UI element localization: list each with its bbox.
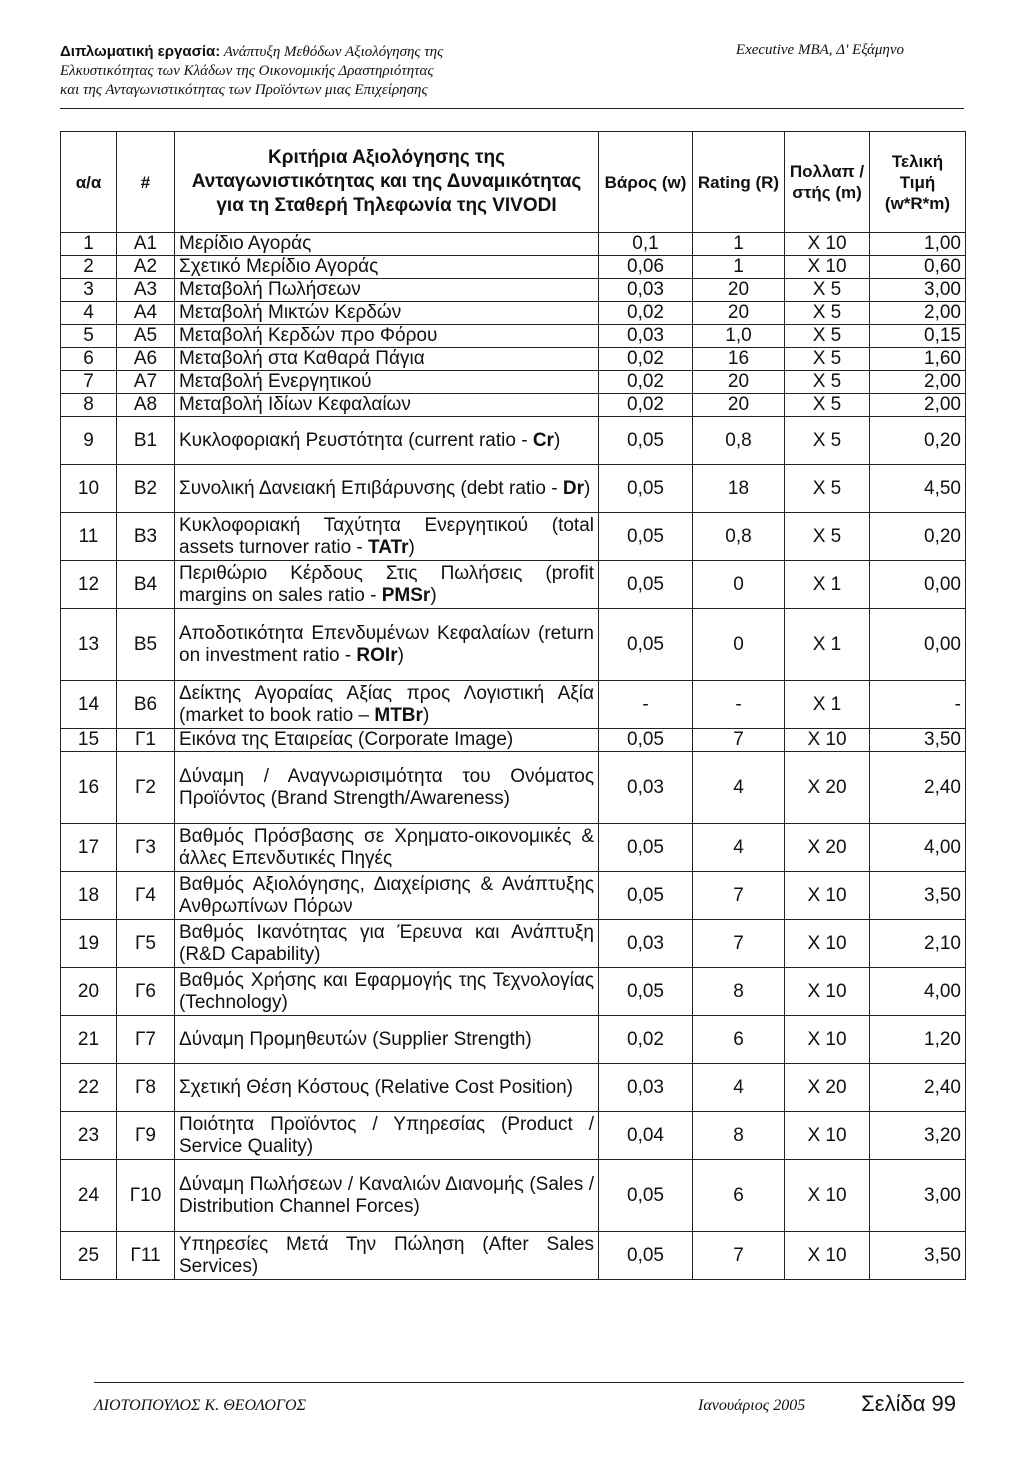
rating-value: 7 (693, 1232, 785, 1280)
criterion-label-end: ) (422, 704, 430, 726)
final-value: 3,20 (870, 1112, 966, 1160)
final-value: - (870, 681, 966, 729)
weight-value: 0,05 (599, 609, 693, 681)
criterion-label-text: Δύναμη / Αναγνωρισιμότητα του Ονόματος Προϊόντος (Brand Strength/Awareness) (179, 765, 594, 809)
row-number: 13 (61, 609, 117, 681)
criterion-code: B2 (117, 465, 175, 513)
rating-value: 7 (693, 872, 785, 920)
final-value: 2,40 (870, 1064, 966, 1112)
multiplier-value: X 10 (785, 256, 870, 279)
criterion-label-text: Μεταβολή Ιδίων Κεφαλαίων (179, 394, 411, 415)
multiplier-value: X 5 (785, 465, 870, 513)
criterion-label (175, 1112, 599, 1160)
final-value: 0,20 (870, 513, 966, 561)
criterion-label (175, 561, 599, 609)
criterion-label-text: Βαθμός Αξιολόγησης, Διαχείρισης & Ανάπτυξης Ανθρωπίνων Πόρων (179, 873, 594, 917)
row-number: 9 (61, 417, 117, 465)
multiplier-value: X 10 (785, 1016, 870, 1064)
ratio-abbreviation: ROIr (356, 644, 398, 666)
table-row (61, 681, 966, 729)
row-number: 17 (61, 824, 117, 872)
criterion-label-text: Βαθμός Χρήσης και Εφαρμογής της Τεχνολογίας (Technology) (179, 969, 594, 1013)
criterion-label-text: Μεταβολή Πωλήσεων (179, 279, 361, 300)
criterion-code: Γ2 (117, 752, 175, 824)
final-value: 3,00 (870, 279, 966, 302)
weight-value: 0,03 (599, 1064, 693, 1112)
criterion-label-text: Δύναμη Πωλήσεων / Καναλιών Διανομής (Sales / Distribution Channel Forces) (179, 1173, 594, 1217)
footer-author: ΛΙΟΤΟΠΟΥΛΟΣ Κ. ΘΕΟΛΟΓΟΣ (94, 1397, 307, 1414)
criterion-code: A7 (117, 371, 175, 394)
criterion-label (175, 968, 599, 1016)
footer-date: Ιανουάριος 2005 (698, 1397, 806, 1414)
criterion-code: Γ8 (117, 1064, 175, 1112)
final-value: 3,50 (870, 1232, 966, 1280)
criterion-code: A5 (117, 325, 175, 348)
criterion-code: B6 (117, 681, 175, 729)
criterion-label (175, 609, 599, 681)
header-rating: Rating (R) (693, 132, 785, 233)
title-line-1-text: Ανάπτυξη Μεθόδων Αξιολόγησης της (220, 44, 444, 60)
weight-value: 0,03 (599, 752, 693, 824)
row-number: 6 (61, 348, 117, 371)
criterion-label (175, 233, 599, 256)
criterion-label-end: ) (583, 477, 591, 499)
row-number: 25 (61, 1232, 117, 1280)
row-number: 14 (61, 681, 117, 729)
criterion-code: A1 (117, 233, 175, 256)
criterion-label (175, 920, 599, 968)
criterion-label (175, 1064, 599, 1112)
rating-value: 20 (693, 394, 785, 417)
rating-value: 0,8 (693, 513, 785, 561)
weight-value: 0,05 (599, 968, 693, 1016)
table-row (61, 1160, 966, 1232)
final-value: 0,00 (870, 609, 966, 681)
weight-value: 0,05 (599, 417, 693, 465)
criterion-code: A2 (117, 256, 175, 279)
multiplier-value: X 10 (785, 920, 870, 968)
criterion-label (175, 681, 599, 729)
header-row (61, 132, 966, 233)
criterion-label (175, 1016, 599, 1064)
final-value: 0,15 (870, 325, 966, 348)
rating-value: 18 (693, 465, 785, 513)
final-value: 1,60 (870, 348, 966, 371)
criterion-label (175, 394, 599, 417)
rating-value: 20 (693, 371, 785, 394)
criterion-label-text: Μεταβολή Μικτών Κερδών (179, 302, 402, 323)
criterion-code: A6 (117, 348, 175, 371)
table-row (61, 1016, 966, 1064)
ratio-abbreviation: Dr (562, 477, 584, 499)
weight-value: 0,05 (599, 729, 693, 752)
criterion-code: Γ3 (117, 824, 175, 872)
table-row (61, 302, 966, 325)
multiplier-value: X 20 (785, 752, 870, 824)
criterion-label (175, 417, 599, 465)
row-number: 5 (61, 325, 117, 348)
weight-value: 0,05 (599, 513, 693, 561)
row-number: 10 (61, 465, 117, 513)
weight-value: 0,05 (599, 1232, 693, 1280)
row-number: 8 (61, 394, 117, 417)
table-row (61, 872, 966, 920)
header-multiplier: Πολλαπ /στής (m) (785, 132, 870, 233)
final-value: 2,40 (870, 752, 966, 824)
final-value: 3,00 (870, 1160, 966, 1232)
multiplier-value: X 5 (785, 348, 870, 371)
multiplier-value: X 5 (785, 279, 870, 302)
criterion-label (175, 872, 599, 920)
table-body (61, 233, 966, 1280)
multiplier-value: X 5 (785, 394, 870, 417)
table-row (61, 752, 966, 824)
criterion-code: Γ5 (117, 920, 175, 968)
multiplier-value: X 10 (785, 1232, 870, 1280)
page-footer (94, 1382, 964, 1423)
table-row (61, 513, 966, 561)
table-row (61, 1112, 966, 1160)
criterion-label (175, 325, 599, 348)
weight-value: 0,05 (599, 872, 693, 920)
criterion-code: B1 (117, 417, 175, 465)
criterion-code: A3 (117, 279, 175, 302)
rating-value: 4 (693, 1064, 785, 1112)
row-number: 19 (61, 920, 117, 968)
rating-value: 20 (693, 279, 785, 302)
criterion-code: Γ6 (117, 968, 175, 1016)
ratio-abbreviation: TATr (368, 536, 409, 558)
rating-value: 1 (693, 233, 785, 256)
final-value: 2,00 (870, 394, 966, 417)
criterion-label-text: Αποδοτικότητα Επενδυμένων Κεφαλαίων (return on investment ratio - (179, 622, 594, 666)
rating-value: - (693, 681, 785, 729)
table-row (61, 325, 966, 348)
document-title (60, 42, 443, 100)
title-line-3: και της Ανταγωνιστικότητας των Προϊόντων μιας Επιχείρησης (60, 82, 428, 98)
table-row (61, 417, 966, 465)
criterion-label-end: ) (430, 584, 437, 606)
final-value: 0,20 (870, 417, 966, 465)
weight-value: 0,05 (599, 1160, 693, 1232)
criterion-label-text: Περιθώριο Κέρδους Στις Πωλήσεις (profit margins on sales ratio - (179, 562, 594, 606)
row-number: 7 (61, 371, 117, 394)
final-value: 4,00 (870, 824, 966, 872)
header-criteria: Κριτήρια Αξιολόγησης της Ανταγωνιστικότητας και της Δυναμικότητας για τη Σταθερή Τηλεφωνία της VIVODI (175, 132, 599, 233)
final-value: 1,00 (870, 233, 966, 256)
weight-value: - (599, 681, 693, 729)
criterion-label-text: Σχετική Θέση Κόστους (Relative Cost Position) (179, 1076, 573, 1098)
row-number: 22 (61, 1064, 117, 1112)
title-line-1 (60, 42, 443, 62)
final-value: 2,00 (870, 302, 966, 325)
row-number: 11 (61, 513, 117, 561)
page-number: Σελίδα 99 (861, 1391, 956, 1416)
rating-value: 0 (693, 609, 785, 681)
table-row (61, 371, 966, 394)
row-number: 20 (61, 968, 117, 1016)
rating-value: 4 (693, 752, 785, 824)
header-code: # (117, 132, 175, 233)
criterion-label (175, 513, 599, 561)
criterion-label-text: Σχετικό Μερίδιο Αγοράς (179, 256, 379, 277)
row-number: 12 (61, 561, 117, 609)
criterion-label-text: Μερίδιο Αγοράς (179, 233, 312, 254)
program-label: Executive MBA, Δ' Εξάμηνο (735, 42, 904, 58)
table-row (61, 561, 966, 609)
criterion-code: B5 (117, 609, 175, 681)
rating-value: 1 (693, 256, 785, 279)
table-row (61, 465, 966, 513)
rating-value: 7 (693, 920, 785, 968)
multiplier-value: X 10 (785, 729, 870, 752)
criterion-code: Γ11 (117, 1232, 175, 1280)
criterion-label (175, 824, 599, 872)
criterion-label-text: Δείκτης Αγοραίας Αξίας προς Λογιστική Αξία (market to book ratio – (179, 682, 594, 726)
criterion-label-text: Ποιότητα Προϊόντος / Υπηρεσίας (Product / Service Quality) (179, 1113, 594, 1157)
criterion-code: Γ4 (117, 872, 175, 920)
final-value: 2,10 (870, 920, 966, 968)
weight-value: 0,05 (599, 824, 693, 872)
multiplier-value: X 10 (785, 1112, 870, 1160)
row-number: 24 (61, 1160, 117, 1232)
table-row (61, 729, 966, 752)
rating-value: 6 (693, 1016, 785, 1064)
multiplier-value: X 10 (785, 1160, 870, 1232)
weight-value: 0,1 (599, 233, 693, 256)
table-row (61, 348, 966, 371)
criterion-label (175, 465, 599, 513)
weight-value: 0,05 (599, 561, 693, 609)
table-row (61, 394, 966, 417)
rating-value: 6 (693, 1160, 785, 1232)
header-aa: α/α (61, 132, 117, 233)
criterion-code: Γ9 (117, 1112, 175, 1160)
final-value: 3,50 (870, 729, 966, 752)
multiplier-value: X 10 (785, 968, 870, 1016)
criterion-label-text: Μεταβολή στα Καθαρά Πάγια (179, 348, 425, 369)
table-row (61, 279, 966, 302)
rating-value: 1,0 (693, 325, 785, 348)
criterion-label-text: Μεταβολή Κερδών προ Φόρου (179, 325, 438, 346)
table-row (61, 1064, 966, 1112)
rating-value: 0,8 (693, 417, 785, 465)
criteria-table (60, 131, 966, 1280)
criterion-label-end: ) (553, 429, 561, 451)
criterion-label (175, 279, 599, 302)
final-value: 0,00 (870, 561, 966, 609)
criterion-label-text: Βαθμός Ικανότητας για Έρευνα και Ανάπτυξη (R&D Capability) (179, 921, 594, 965)
ratio-abbreviation: Cr (532, 429, 554, 451)
rating-value: 8 (693, 968, 785, 1016)
criterion-label (175, 752, 599, 824)
criterion-label (175, 371, 599, 394)
weight-value: 0,02 (599, 1016, 693, 1064)
row-number: 4 (61, 302, 117, 325)
page-header (60, 42, 964, 109)
criterion-code: Γ1 (117, 729, 175, 752)
multiplier-value: X 5 (785, 371, 870, 394)
criterion-code: B4 (117, 561, 175, 609)
multiplier-value: X 5 (785, 325, 870, 348)
criterion-label-text: Δύναμη Προμηθευτών (Supplier Strength) (179, 1028, 532, 1050)
row-number: 23 (61, 1112, 117, 1160)
weight-value: 0,03 (599, 279, 693, 302)
criterion-label (175, 348, 599, 371)
multiplier-value: X 5 (785, 513, 870, 561)
criterion-label-text: Βαθμός Πρόσβασης σε Χρηματο-οικονομικές & άλλες Επενδυτικές Πηγές (179, 825, 594, 869)
criterion-code: B3 (117, 513, 175, 561)
criterion-label (175, 302, 599, 325)
row-number: 16 (61, 752, 117, 824)
criterion-label (175, 1160, 599, 1232)
weight-value: 0,03 (599, 325, 693, 348)
criterion-label-text: Κυκλοφοριακή Ταχύτητα Ενεργητικού (total assets turnover ratio - (179, 514, 594, 558)
weight-value: 0,02 (599, 394, 693, 417)
multiplier-value: X 10 (785, 872, 870, 920)
multiplier-value: X 10 (785, 233, 870, 256)
criterion-label-end: ) (397, 644, 404, 666)
criterion-label (175, 1232, 599, 1280)
multiplier-value: X 20 (785, 1064, 870, 1112)
row-number: 1 (61, 233, 117, 256)
title-line-2: Ελκυστικότητας των Κλάδων της Οικονομικής Δραστηριότητας (60, 63, 434, 79)
weight-value: 0,05 (599, 465, 693, 513)
row-number: 3 (61, 279, 117, 302)
final-value: 4,50 (870, 465, 966, 513)
row-number: 18 (61, 872, 117, 920)
criterion-label-text: Υπηρεσίες Μετά Την Πώληση (After Sales Services) (179, 1233, 594, 1277)
rating-value: 8 (693, 1112, 785, 1160)
weight-value: 0,02 (599, 371, 693, 394)
criterion-code: Γ7 (117, 1016, 175, 1064)
table-row (61, 233, 966, 256)
rating-value: 4 (693, 824, 785, 872)
criterion-code: A4 (117, 302, 175, 325)
ratio-abbreviation: MTBr (374, 704, 423, 726)
table-row (61, 256, 966, 279)
multiplier-value: X 5 (785, 417, 870, 465)
multiplier-value: X 1 (785, 681, 870, 729)
multiplier-value: X 1 (785, 561, 870, 609)
final-value: 3,50 (870, 872, 966, 920)
final-value: 1,20 (870, 1016, 966, 1064)
table-row (61, 920, 966, 968)
criterion-label (175, 729, 599, 752)
weight-value: 0,04 (599, 1112, 693, 1160)
criterion-label-text: Μεταβολή Ενεργητικού (179, 371, 372, 392)
final-value: 2,00 (870, 371, 966, 394)
weight-value: 0,02 (599, 302, 693, 325)
header-weight: Βάρος (w) (599, 132, 693, 233)
row-number: 15 (61, 729, 117, 752)
criterion-label-text: Συνολική Δανειακή Επιβάρυνσης (debt ratio - (179, 477, 563, 499)
multiplier-value: X 20 (785, 824, 870, 872)
table-header (61, 132, 966, 233)
weight-value: 0,02 (599, 348, 693, 371)
multiplier-value: X 1 (785, 609, 870, 681)
table-row (61, 609, 966, 681)
criterion-code: A8 (117, 394, 175, 417)
rating-value: 0 (693, 561, 785, 609)
criterion-code: Γ10 (117, 1160, 175, 1232)
table-row (61, 968, 966, 1016)
weight-value: 0,06 (599, 256, 693, 279)
final-value: 4,00 (870, 968, 966, 1016)
rating-value: 16 (693, 348, 785, 371)
rating-value: 7 (693, 729, 785, 752)
header-total: Τελική Τιμή (w*R*m) (870, 132, 966, 233)
multiplier-value: X 5 (785, 302, 870, 325)
title-prefix: Διπλωματική εργασία: (60, 43, 221, 60)
rating-value: 20 (693, 302, 785, 325)
ratio-abbreviation: PMSr (381, 584, 431, 606)
final-value: 0,60 (870, 256, 966, 279)
row-number: 21 (61, 1016, 117, 1064)
criterion-label (175, 256, 599, 279)
row-number: 2 (61, 256, 117, 279)
table-row (61, 824, 966, 872)
table-row (61, 1232, 966, 1280)
weight-value: 0,03 (599, 920, 693, 968)
criterion-label-text: Κυκλοφοριακή Ρευστότητα (current ratio - (179, 429, 533, 451)
criterion-label-text: Εικόνα της Εταιρείας (Corporate Image) (179, 729, 514, 750)
criterion-label-end: ) (408, 536, 415, 558)
